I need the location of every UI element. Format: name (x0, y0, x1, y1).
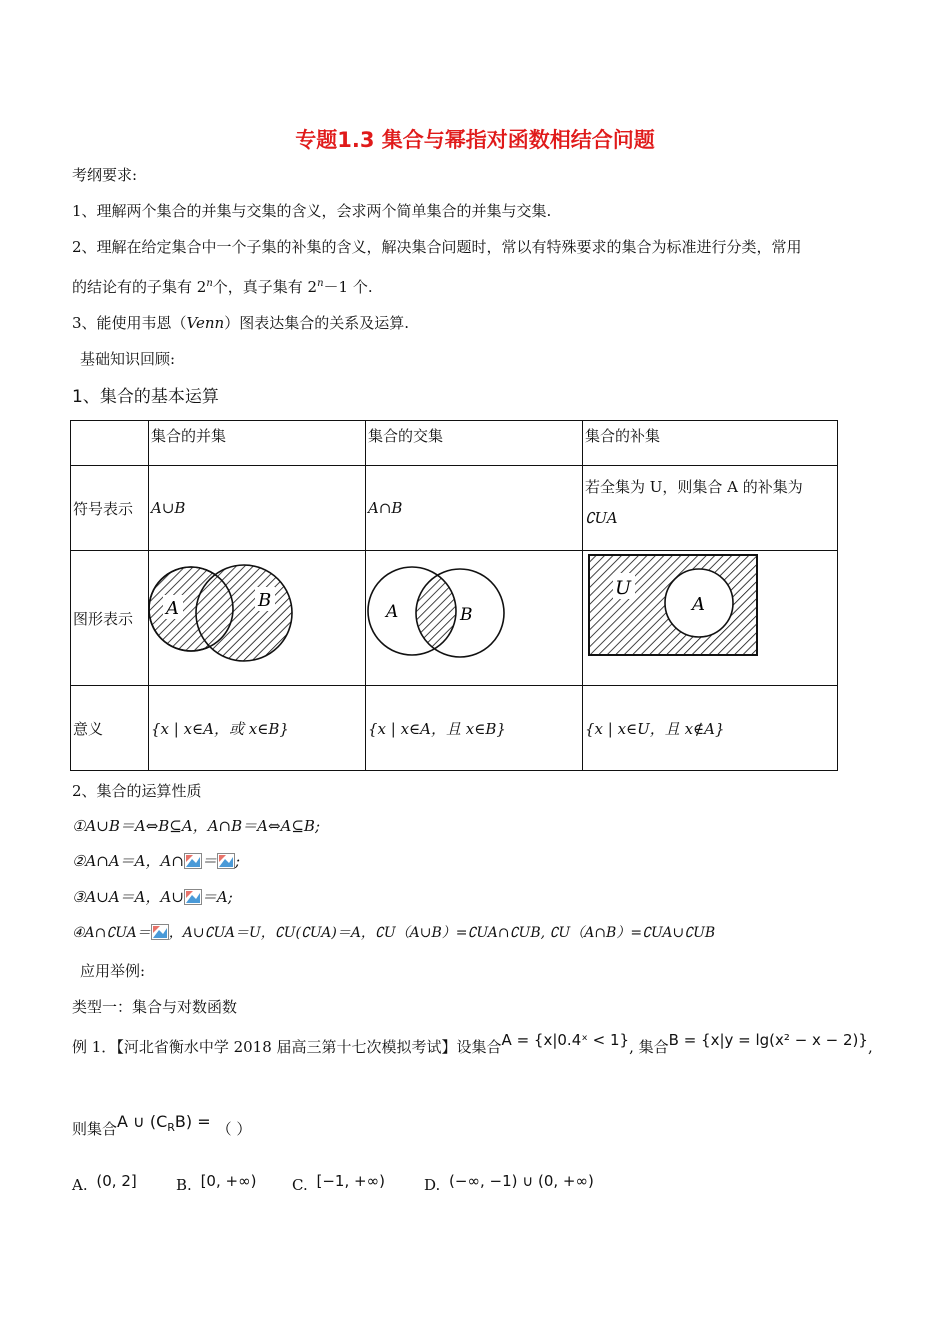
requirement-3 (72, 312, 409, 333)
example1-set-b: B = {x|y = lg(x² − x − 2)} (668, 1031, 868, 1049)
req2-text-c: 个，真子集有 2 (212, 278, 318, 296)
section1-heading: 1、集合的基本运算 (72, 387, 219, 407)
venn-union-label-a: A (166, 598, 179, 619)
req3-text-b: ）图表达集合的关系及运算. (224, 314, 409, 332)
example1-line2 (72, 1112, 252, 1141)
venn-complement-cell (583, 551, 838, 686)
example1-label: 例 1． (72, 1038, 117, 1056)
row-label-figure: 图形表示 (71, 551, 149, 686)
venn-complement-label-a: A (692, 594, 705, 615)
property-2-a: ②A∩A＝A，A∩ (72, 852, 184, 870)
example1-expr-sub: R (167, 1121, 175, 1135)
empty-set-image-icon (184, 853, 202, 869)
symbol-intersection: A∩B (366, 466, 583, 551)
property-4 (72, 922, 715, 942)
option-a-value: (0, 2] (96, 1172, 137, 1190)
example1-expr-a: A ∪ (C (117, 1112, 168, 1131)
requirement-2-line2 (72, 276, 373, 297)
venn-intersection-label-b: B (460, 605, 473, 625)
example1-expr (117, 1112, 211, 1135)
venn-complement-label-u: U (615, 577, 632, 599)
example1-text-a: 设集合 (456, 1038, 502, 1056)
option-b (176, 1172, 257, 1194)
examples-heading: 应用举例: (80, 962, 146, 980)
property-4-a: ④A∩∁UA＝ (72, 925, 151, 941)
property-4-b: ，A∪∁UA＝U，∁U(∁UA)＝A，∁U（A∪B）=∁UA∩∁UB, ∁U（A∩B）=∁UA∪∁UB (168, 925, 716, 941)
symbol-complement-line1: 若全集为 U，则集合 A 的补集为 (585, 478, 803, 496)
header-union: 集合的并集 (149, 421, 366, 466)
requirement-1: 1、理解两个集合的并集与交集的含义，会求两个简单集合的并集与交集. (72, 202, 552, 220)
set-operations-table (70, 420, 838, 771)
option-d-value: (−∞, −1) ∪ (0, +∞) (449, 1172, 594, 1190)
venn-union-label-b: B (258, 590, 272, 611)
property-3 (72, 886, 233, 907)
example1-text-b: , 集合 (629, 1038, 669, 1056)
symbol-union: A∪B (149, 466, 366, 551)
meaning-union: {x | x∈A，或 x∈B} (149, 686, 366, 771)
option-c (292, 1172, 385, 1194)
example1-source: 【河北省衡水中学 2018 届高三第十七次模拟考试】 (116, 1038, 457, 1056)
venn-intersection-diagram (366, 551, 582, 681)
row-label-symbol: 符号表示 (71, 466, 149, 551)
property-3-a: ③A∪A＝A，A∪ (72, 888, 184, 906)
property-2 (72, 850, 240, 871)
option-a (72, 1172, 137, 1194)
page-title: 专题1.3 集合与幂指对函数相结合问题 (295, 128, 655, 152)
venn-intersection-cell (366, 551, 583, 686)
property-2-b: ＝ (201, 852, 217, 870)
req3-venn: Venn (186, 314, 225, 332)
option-d-label: D. (424, 1176, 441, 1194)
req2-sup-1: n (206, 278, 213, 289)
row-label-meaning: 意义 (71, 686, 149, 771)
example1-text-c: , (867, 1038, 873, 1056)
requirement-2-line1: 2、理解在给定集合中一个子集的补集的含义，解决集合问题时，常以有特殊要求的集合为标准进行分类，常用 (72, 238, 802, 256)
requirements-heading: 考纲要求: (72, 166, 138, 184)
table-corner-cell (71, 421, 149, 466)
example1-paren: （ ） (216, 1120, 252, 1138)
option-a-label: A. (72, 1176, 88, 1194)
venn-union-cell (149, 551, 366, 686)
meaning-complement: {x | x∈U，且 x∉A} (583, 686, 838, 771)
option-c-value: [−1, +∞) (316, 1172, 385, 1190)
option-b-value: [0, +∞) (200, 1172, 257, 1190)
venn-intersection-label-a: A (386, 602, 399, 622)
property-3-b: ＝A; (201, 888, 233, 906)
req2-sup-2: n (317, 278, 324, 289)
property-2-c: ; (234, 852, 240, 870)
req2-text-b: 子集有 2 (147, 278, 207, 296)
meaning-intersection: {x | x∈A，且 x∈B} (366, 686, 583, 771)
empty-set-image-icon (151, 924, 169, 940)
option-c-label: C. (292, 1176, 308, 1194)
section2-heading: 2、集合的运算性质 (72, 782, 202, 800)
symbol-complement-line2: ∁UA (585, 509, 618, 527)
option-d (424, 1172, 594, 1194)
example1-line2-text: 则集合 (72, 1120, 118, 1138)
req3-text-a: 3、能使用韦恩（ (72, 314, 187, 332)
review-heading: 基础知识回顾: (80, 350, 176, 368)
example1-line1 (72, 1031, 873, 1057)
venn-union-diagram (149, 551, 365, 681)
empty-set-image-icon (217, 853, 235, 869)
venn-complement-diagram (583, 551, 837, 681)
example1-set-a: A = {x|0.4ˣ < 1} (501, 1031, 630, 1049)
empty-set-image-icon (184, 889, 202, 905)
header-intersection: 集合的交集 (366, 421, 583, 466)
option-b-label: B. (176, 1176, 192, 1194)
header-complement: 集合的补集 (583, 421, 838, 466)
req2-text-a: 的结论有的 (72, 278, 148, 296)
req2-text-d: －1 个. (323, 278, 373, 296)
symbol-complement (583, 466, 838, 551)
property-1: ①A∪B＝A⇔B⊆A，A∩B＝A⇔A⊆B; (72, 817, 320, 835)
example1-expr-b: B) = (174, 1112, 211, 1131)
type1-heading: 类型一：集合与对数函数 (72, 998, 238, 1016)
